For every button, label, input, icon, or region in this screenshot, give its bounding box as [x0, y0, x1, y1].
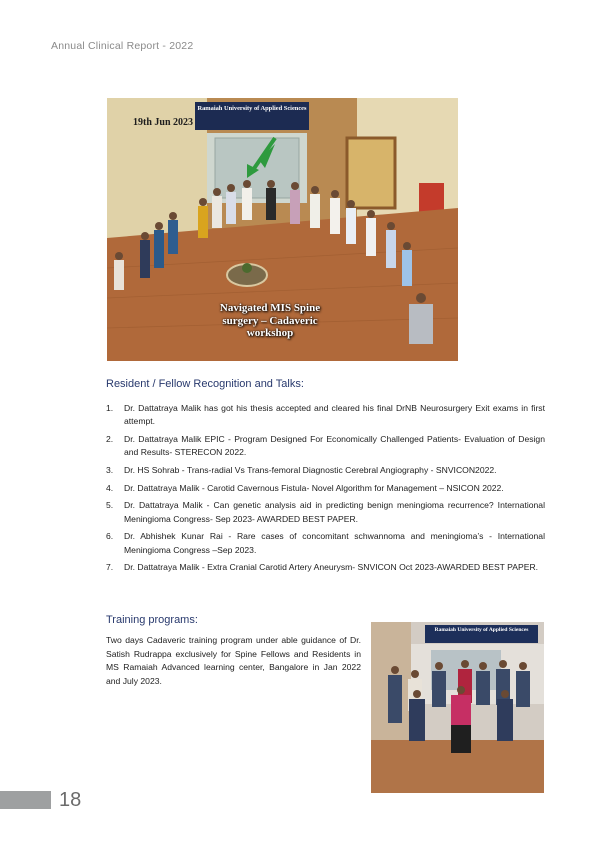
item-number: 7. [106, 562, 114, 573]
list-item [106, 482, 545, 495]
training-photo-banner: Ramaiah University of Applied Sciences [425, 625, 538, 643]
list-item [106, 561, 545, 574]
running-header: Annual Clinical Report - 2022 [51, 40, 194, 52]
list-item [106, 530, 545, 557]
photo-caption: Navigated MIS Spine surgery – Cadaveric workshop [219, 302, 321, 339]
training-group-photo [371, 622, 544, 793]
item-text: Dr. Dattatraya Malik has got his thesis accepted and cleared his final DrNB Neurosurgery Exit exams in first attempt. [124, 403, 545, 427]
list-item [106, 433, 545, 460]
page-number: 18 [59, 789, 82, 811]
photo-date-label: 19th Jun 2023 [133, 117, 194, 128]
item-text: Dr. Dattatraya Malik - Extra Cranial Carotid Artery Aneurysm- SNVICON Oct 2023-AWARDED BEST PAPER. [124, 562, 539, 573]
workshop-group-photo [107, 98, 458, 361]
item-number: 3. [106, 465, 114, 475]
item-text: Dr. Dattatraya Malik EPIC - Program Designed For Economically Challenged Patients- Evaluation of Design and Results- STERECON 2022. [124, 434, 545, 458]
resident-section-heading: Resident / Fellow Recognition and Talks: [106, 378, 304, 390]
item-text: Dr. Abhishek Kunar Rai - Rare cases of concomitant schwannoma and meningioma’s - International Meningioma Congress –Sep 2023. [124, 531, 545, 555]
list-item [106, 464, 545, 477]
training-section-heading: Training programs: [106, 614, 198, 626]
item-text: Dr. Dattatraya Malik - Carotid Cavernous Fistula- Novel Algorithm for Management – NSICON 2022. [124, 482, 504, 493]
item-number: 2. [106, 434, 114, 444]
page-tab [0, 791, 51, 809]
training-photo-illustration [371, 622, 544, 793]
item-text: Dr. HS Sohrab - Trans-radial Vs Trans-femoral Diagnostic Cerebral Angiography - SNVICON2022. [124, 465, 497, 475]
list-item [106, 499, 545, 526]
list-item [106, 402, 545, 429]
item-number: 6. [106, 531, 114, 542]
item-number: 1. [106, 403, 114, 413]
item-text: Dr. Dattatraya Malik - Can genetic analysis aid in predicting benign meningioma recurrence? International Meningioma Congress- Sep 2023- AWARDED BEST PAPER. [124, 500, 545, 524]
item-number: 5. [106, 500, 114, 511]
training-paragraph: Two days Cadaveric training program under able guidance of Dr. Satish Rudrappa exclusively for Spine Fellows and Residents in MS Ramaiah Advanced learning center, Bangalore in Jan 2022 and July 2023. [106, 635, 361, 686]
talk-list [106, 402, 545, 579]
item-number: 4. [106, 482, 114, 493]
photo-banner: Ramaiah University of Applied Sciences [195, 102, 309, 130]
